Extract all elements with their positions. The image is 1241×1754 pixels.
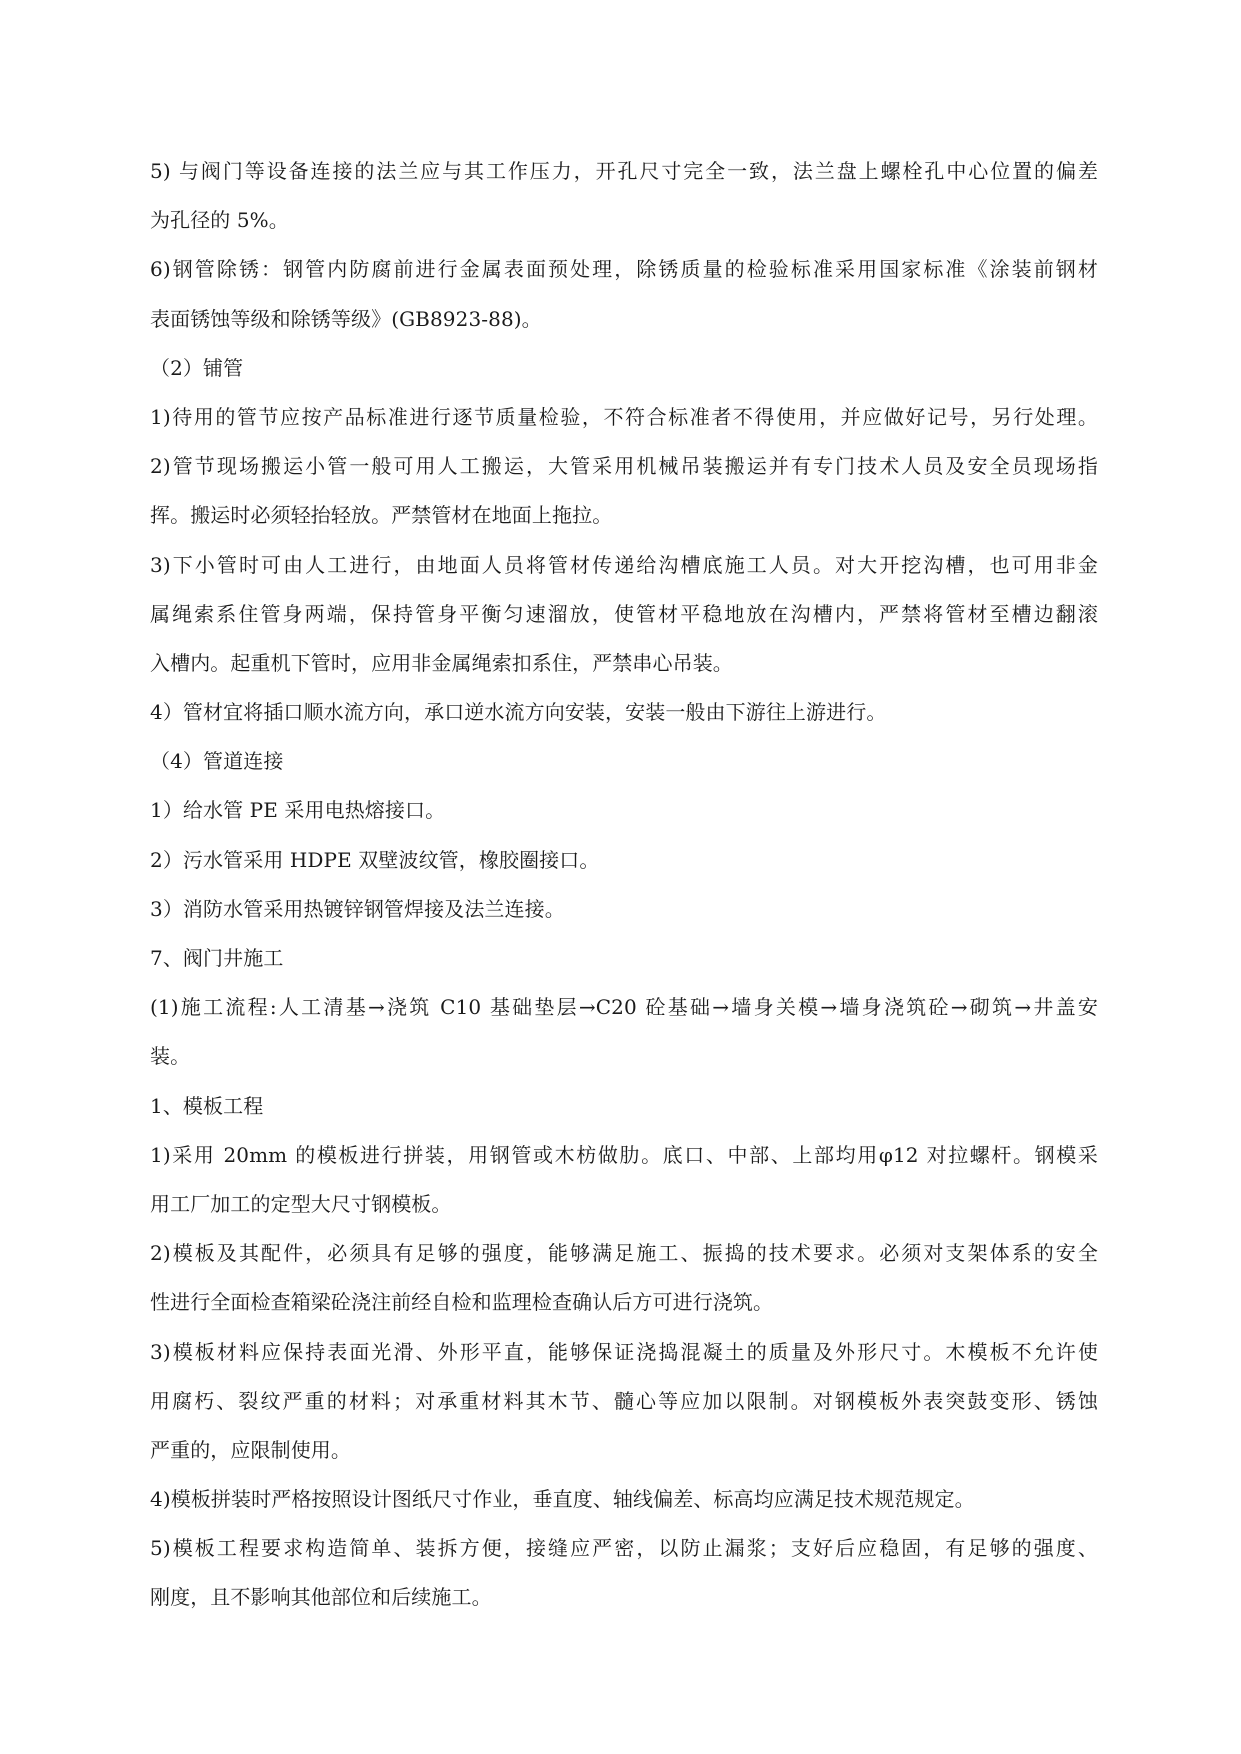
text-line: 性进行全面检查箱梁砼浇注前经自检和监理检查确认后方可进行浇筑。 — [150, 1290, 774, 1315]
text-line: 用腐朽、裂纹严重的材料；对承重材料其木节、髓心等应加以限制。对钢模板外表突鼓变形、锈蚀 — [150, 1388, 1098, 1413]
text-line: (1)施工流程:人工清基→浇筑 C10 基础垫层→C20 砼基础→墙身关模→墙身浇筑砼→砌筑→井盖安 — [150, 995, 1098, 1020]
text-line: 7、阀门井施工 — [150, 946, 284, 970]
text-line: 1）给水管 PE 采用电热熔接口。 — [150, 798, 446, 823]
text-line: 1)待用的管节应按产品标准进行逐节质量检验，不符合标准者不得使用，并应做好记号，另行处理。 — [150, 404, 1098, 429]
text-line: 2)管节现场搬运小管一般可用人工搬运，大管采用机械吊装搬运并有专门技术人员及安全员现场指 — [150, 454, 1098, 479]
text-line: 2)模板及其配件，必须具有足够的强度，能够满足施工、振捣的技术要求。必须对支架体系的安全 — [150, 1241, 1098, 1266]
text-line: 4)模板拼装时严格按照设计图纸尺寸作业，垂直度、轴线偏差、标高均应满足技术规范规定。 — [150, 1487, 975, 1512]
text-line: 5)模板工程要求构造简单、装拆方便，接缝应严密，以防止漏浆；支好后应稳固，有足够的强度、 — [150, 1536, 1098, 1561]
text-line: 3)下小管时可由人工进行，由地面人员将管材传递给沟槽底施工人员。对大开挖沟槽，也可用非金 — [150, 552, 1098, 577]
text-line: 3)模板材料应保持表面光滑、外形平直，能够保证浇捣混凝土的质量及外形尺寸。木模板不允许使 — [150, 1339, 1098, 1364]
text-line: 用工厂加工的定型大尺寸钢模板。 — [150, 1191, 452, 1216]
text-line: 表面锈蚀等级和除锈等级》(GB8923-88)。 — [150, 306, 542, 331]
text-line: 5) 与阀门等设备连接的法兰应与其工作压力，开孔尺寸完全一致，法兰盘上螺栓孔中心位置的偏差 — [150, 159, 1098, 183]
text-line: 1)采用 20mm 的模板进行拼装，用钢管或木枋做肋。底口、中部、上部均用φ12 对拉螺杆。钢模采 — [150, 1142, 1098, 1167]
text-line: （2）铺管 — [150, 355, 244, 380]
text-line: 2）污水管采用 HDPE 双壁波纹管，橡胶圈接口。 — [150, 847, 600, 872]
text-line: 6)钢管除锈：钢管内防腐前进行金属表面预处理，除锈质量的检验标准采用国家标准《涂装前钢材 — [150, 257, 1098, 282]
text-line: 4）管材宜将插口顺水流方向，承口逆水流方向安装，安装一般由下游往上游进行。 — [150, 700, 887, 725]
text-line: 入槽内。起重机下管时，应用非金属绳索扣系住，严禁串心吊装。 — [150, 650, 733, 675]
text-line: 挥。搬运时必须轻抬轻放。严禁管材在地面上拖拉。 — [150, 503, 613, 528]
text-line: 3）消防水管采用热镀锌钢管焊接及法兰连接。 — [150, 896, 565, 921]
text-line: 1、模板工程 — [150, 1093, 264, 1118]
document-body — [150, 157, 1098, 1633]
text-line: 刚度，且不影响其他部位和后续施工。 — [150, 1585, 492, 1610]
text-line: 严重的，应限制使用。 — [150, 1437, 351, 1462]
text-line: 装。 — [150, 1044, 191, 1069]
text-line: 为孔径的 5%。 — [150, 208, 289, 233]
text-line: 属绳索系住管身两端，保持管身平衡匀速溜放，使管材平稳地放在沟槽内，严禁将管材至槽边翻滚 — [150, 601, 1098, 626]
text-line: （4）管道连接 — [150, 749, 284, 774]
